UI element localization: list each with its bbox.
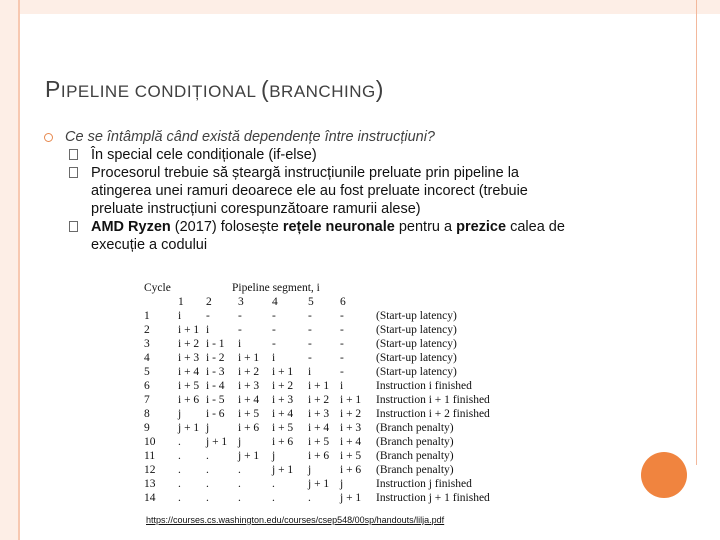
- slide-title: [45, 76, 384, 103]
- table-cell: .: [308, 492, 311, 504]
- table-cell: i + 5: [308, 436, 330, 448]
- table-cell: i + 6: [272, 436, 294, 448]
- cycle-number: 6: [144, 380, 150, 392]
- row-note: (Start-up latency): [376, 310, 457, 322]
- sub-bullet-conditional: [44, 146, 684, 164]
- cycle-number: 1: [144, 310, 150, 322]
- table-cell: i + 5: [238, 408, 260, 420]
- segment-number: 3: [238, 296, 244, 308]
- table-cell: .: [272, 478, 275, 490]
- table-cell: i + 4: [308, 422, 330, 434]
- title-main: IPELINE CONDIȚIONAL: [60, 82, 262, 101]
- table-cell: i: [206, 324, 210, 336]
- table-cell: -: [340, 310, 344, 322]
- table-cell: i + 6: [178, 394, 200, 406]
- row-note: (Start-up latency): [376, 366, 457, 378]
- bullet-list: [44, 128, 684, 254]
- table-cell: i + 6: [340, 464, 362, 476]
- sub-bullet-square-icon: [69, 221, 78, 232]
- row-note: (Start-up latency): [376, 338, 457, 350]
- cycle-number: 10: [144, 436, 156, 448]
- table-cell: -: [340, 366, 344, 378]
- row-note: Instruction i finished: [376, 380, 472, 392]
- table-cell: j: [308, 464, 312, 476]
- table-cell: .: [178, 436, 181, 448]
- table-cell: j: [178, 408, 182, 420]
- row-note: (Branch penalty): [376, 464, 454, 476]
- ryzen-text-c: calea de: [506, 219, 565, 235]
- frame-right-line: [696, 0, 697, 465]
- cycle-number: 2: [144, 324, 150, 336]
- table-cell: i + 3: [272, 394, 294, 406]
- cycle-number: 8: [144, 408, 150, 420]
- sub-bullet-flush-line-2: atingerea unei ramuri deoarece ele au fost preluate incorect (trebuie: [91, 183, 528, 199]
- table-cell: -: [308, 324, 312, 336]
- cycle-number: 9: [144, 422, 150, 434]
- table-cell: j + 1: [340, 492, 362, 504]
- table-cell: i - 1: [206, 338, 225, 350]
- table-cell: .: [178, 450, 181, 462]
- table-cell: i - 6: [206, 408, 225, 420]
- segment-number: 2: [206, 296, 212, 308]
- row-note: (Start-up latency): [376, 324, 457, 336]
- segment-number: 5: [308, 296, 314, 308]
- cycle-number: 4: [144, 352, 150, 364]
- table-cell: i: [340, 380, 344, 392]
- table-cell: j + 1: [206, 436, 228, 448]
- table-header-segment: Pipeline segment, i: [232, 282, 320, 294]
- table-cell: .: [178, 478, 181, 490]
- frame-left: [0, 0, 18, 540]
- table-cell: -: [272, 324, 276, 336]
- row-note: (Branch penalty): [376, 436, 454, 448]
- segment-number: 6: [340, 296, 346, 308]
- table-cell: i + 3: [308, 408, 330, 420]
- table-cell: j: [206, 422, 210, 434]
- table-cell: i - 4: [206, 380, 225, 392]
- table-cell: i - 2: [206, 352, 225, 364]
- cycle-number: 11: [144, 450, 156, 462]
- table-cell: -: [340, 338, 344, 350]
- table-cell: j: [340, 478, 344, 490]
- table-cell: .: [238, 492, 241, 504]
- row-note: Instruction j finished: [376, 478, 472, 490]
- table-cell: .: [238, 464, 241, 476]
- cycle-number: 3: [144, 338, 150, 350]
- table-cell: -: [340, 324, 344, 336]
- row-note: (Start-up latency): [376, 352, 457, 364]
- table-cell: -: [308, 310, 312, 322]
- sub-bullet-square-icon: [69, 167, 78, 178]
- table-cell: i: [238, 338, 242, 350]
- table-cell: i: [272, 352, 276, 364]
- table-cell: -: [272, 338, 276, 350]
- title-paren-open: (: [261, 76, 270, 102]
- table-cell: j: [272, 450, 276, 462]
- table-cell: i + 4: [178, 366, 200, 378]
- table-cell: i: [178, 310, 182, 322]
- sub-bullet-flush-line-3: preluate instrucțiuni corespunzătoare ramurii alese): [91, 201, 421, 217]
- table-cell: i + 2: [238, 366, 260, 378]
- table-cell: j + 1: [308, 478, 330, 490]
- sub-bullet-conditional-text: În special cele condiționale (if-else): [91, 147, 317, 163]
- table-cell: i + 2: [178, 338, 200, 350]
- table-cell: j + 1: [238, 450, 260, 462]
- table-cell: -: [206, 310, 210, 322]
- table-cell: i + 2: [272, 380, 294, 392]
- cycle-number: 7: [144, 394, 150, 406]
- table-cell: i - 5: [206, 394, 225, 406]
- table-cell: i + 3: [238, 380, 260, 392]
- row-note: Instruction i + 2 finished: [376, 408, 490, 420]
- table-cell: -: [238, 324, 242, 336]
- table-cell: i + 5: [340, 450, 362, 462]
- table-cell: i + 3: [340, 422, 362, 434]
- table-cell: i + 1: [308, 380, 330, 392]
- ryzen-text-b: pentru a: [394, 219, 457, 235]
- cycle-number: 12: [144, 464, 156, 476]
- table-cell: .: [178, 492, 181, 504]
- table-cell: j: [238, 436, 242, 448]
- sub-bullet-flush-line-1: Procesorul trebuie să șteargă instrucțiunile preluate prin pipeline la: [91, 165, 519, 181]
- table-cell: -: [272, 310, 276, 322]
- table-cell: j + 1: [178, 422, 200, 434]
- frame-line: [18, 0, 20, 540]
- segment-number: 1: [178, 296, 184, 308]
- table-cell: i + 4: [238, 394, 260, 406]
- table-cell: .: [206, 464, 209, 476]
- frame-top: [0, 0, 720, 14]
- bullet-question-text: Ce se întâmplă când există dependențe între instrucțiuni?: [65, 129, 435, 145]
- table-cell: i + 6: [238, 422, 260, 434]
- table-cell: .: [206, 492, 209, 504]
- table-cell: i - 3: [206, 366, 225, 378]
- table-cell: i: [308, 366, 312, 378]
- table-cell: i + 1: [272, 366, 294, 378]
- table-cell: i + 1: [340, 394, 362, 406]
- sub-bullet-square-icon: [69, 149, 78, 160]
- accent-circle: [641, 452, 687, 498]
- table-cell: i + 1: [238, 352, 260, 364]
- bullet-question: [44, 128, 684, 146]
- table-cell: i + 3: [178, 352, 200, 364]
- row-note: Instruction j + 1 finished: [376, 492, 490, 504]
- table-cell: i + 6: [308, 450, 330, 462]
- table-cell: .: [272, 492, 275, 504]
- table-cell: i + 1: [178, 324, 200, 336]
- table-cell: i + 2: [308, 394, 330, 406]
- cycle-number: 5: [144, 366, 150, 378]
- table-cell: .: [238, 478, 241, 490]
- row-note: (Branch penalty): [376, 422, 454, 434]
- table-cell: .: [206, 450, 209, 462]
- table-cell: i + 4: [272, 408, 294, 420]
- sub-bullet-ryzen: [44, 218, 684, 254]
- ryzen-predict: prezice: [456, 219, 507, 235]
- table-cell: -: [340, 352, 344, 364]
- row-note: Instruction i + 1 finished: [376, 394, 490, 406]
- table-cell: i + 4: [340, 436, 362, 448]
- cycle-number: 14: [144, 492, 156, 504]
- table-cell: -: [308, 338, 312, 350]
- table-cell: i + 2: [340, 408, 362, 420]
- table-cell: -: [308, 352, 312, 364]
- table-cell: .: [206, 478, 209, 490]
- sub-bullet-flush: [44, 164, 684, 218]
- segment-number: 4: [272, 296, 278, 308]
- title-initial: P: [45, 76, 61, 102]
- table-header-cycle: Cycle: [144, 282, 171, 294]
- row-note: (Branch penalty): [376, 450, 454, 462]
- table-cell: j + 1: [272, 464, 294, 476]
- ryzen-neural: rețele neuronale: [282, 219, 395, 235]
- ryzen-text-a: (2017) folosește: [170, 219, 283, 235]
- table-cell: -: [238, 310, 242, 322]
- table-cell: i + 5: [272, 422, 294, 434]
- ryzen-line-2: execuție a codului: [91, 237, 208, 253]
- source-link[interactable]: https://courses.cs.washington.edu/courses/csep548/00sp/handouts/lilja.pdf: [146, 515, 445, 525]
- bullet-circle-icon: [44, 133, 53, 142]
- title-paren-close: ): [375, 76, 384, 102]
- table-cell: .: [178, 464, 181, 476]
- ryzen-name: AMD Ryzen: [91, 219, 171, 235]
- pipeline-table: [140, 282, 500, 502]
- cycle-number: 13: [144, 478, 156, 490]
- title-paren-word: BRANCHING: [269, 82, 376, 101]
- table-cell: i + 5: [178, 380, 200, 392]
